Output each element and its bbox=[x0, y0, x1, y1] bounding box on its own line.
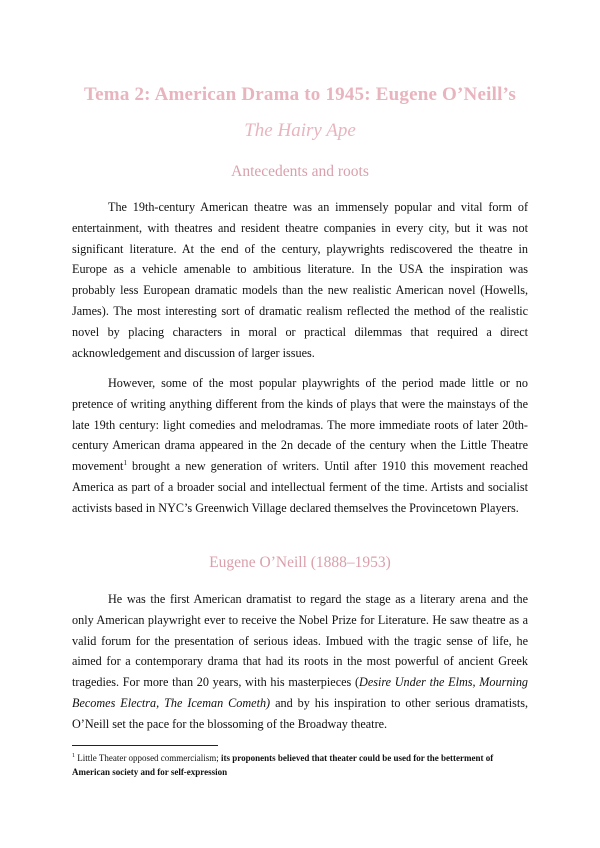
section-heading-antecedents: Antecedents and roots bbox=[231, 163, 369, 180]
paragraph-antecedents-1: The 19th-century American theatre was an immensely popular and vital form of entertainment, with theatres and resident theatre companies in every city, but it was not significant literature. At the end of the century, playwrights rediscovered the theatre in Europe as a vehicle amenable to ambitious literature. In the USA the inspiration was probably less European dramatic models than the new realistic American novel (Howells, James). The most interesting sort of dramatic realism reflected the method of the realistic novel by placing characters in moral or practical dilemmas that required a direct acknowledgement and discussion of larger issues. bbox=[72, 200, 528, 360]
paragraph-oneill-1 bbox=[72, 589, 528, 735]
italic-play-titles: Desire Under the Elms, Mourning Becomes Electra, The Iceman Cometh) bbox=[72, 675, 529, 710]
footnote-divider bbox=[72, 745, 218, 746]
section-heading-oneill: Eugene O’Neill (1888–1953) bbox=[209, 554, 391, 571]
paragraph-text: and by his inspiration to other serious dramatists, O’Neill set the pace for the blossoming of the Broadway theatre. bbox=[72, 695, 528, 731]
footnote-bold-text: its proponents believed that theater could be used for the betterment of American society and for self-expression bbox=[72, 753, 494, 777]
footnote-text: Little Theater opposed commercialism; bbox=[75, 753, 222, 763]
paragraph-text: He was the first American dramatist to regard the stage as a literary arena and the only American playwright ever to receive the Nobel Prize for Literature. He saw theatre as a valid forum for the presentation of serious ideas. Imbued with the tragic sense of life, he aimed for a contemporary drama that had its roots in the most powerful of ancient Greek tragedies. For more than 20 years, with his masterpieces ( bbox=[72, 592, 528, 690]
footnote-reference: 1 bbox=[123, 459, 127, 468]
paragraph-antecedents-2 bbox=[72, 373, 528, 519]
footnote-number: 1 bbox=[72, 753, 75, 759]
paragraph-text: brought a new generation of writers. Until after 1910 this movement reached America as part of a broader social and intellectual ferment of the time. Artists and socialist activists based in NYC’s Greenwich Village declared themselves the Provincetown Players. bbox=[72, 459, 528, 515]
document-subtitle: The Hairy Ape bbox=[244, 120, 356, 141]
footnote bbox=[72, 751, 528, 779]
document-title: Tema 2: American Drama to 1945: Eugene O’Neill’s bbox=[84, 84, 516, 105]
paragraph-text: However, some of the most popular playwrights of the period made little or no pretence of writing anything different from the kinds of plays that were the mainstays of the late 19th century: light comedies and melodramas. The more immediate roots of later 20th-century American drama appeared in the 2n decade of the century when the Little Theatre movement bbox=[72, 376, 528, 474]
